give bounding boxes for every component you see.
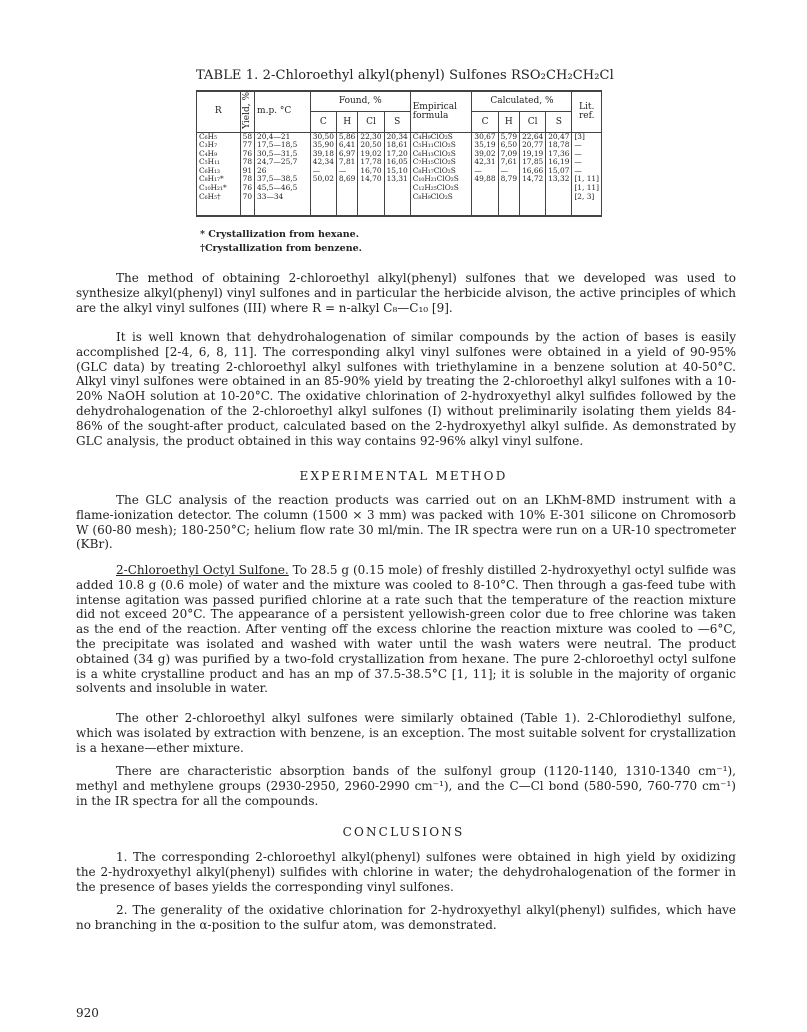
- header-calc-h: H: [498, 112, 519, 132]
- table-cell: 77: [242, 140, 253, 150]
- column-mp: [255, 132, 311, 216]
- table-cell: 91: [242, 165, 253, 175]
- table-cell: C₃H₇: [199, 140, 218, 150]
- column-lit: [572, 132, 602, 216]
- table-cell: 33—34: [257, 191, 284, 201]
- table-cell: C₇H₁₅ClO₂S: [412, 157, 456, 167]
- table-cell: 13,31: [386, 174, 408, 184]
- table-cell: 14,72: [522, 174, 544, 184]
- page-number: 920: [76, 1006, 99, 1020]
- table-cell: 22,30: [360, 131, 382, 141]
- table-cell: 8,69: [338, 174, 356, 184]
- table-cell: 49,88: [474, 174, 496, 184]
- table-cell: 14,70: [360, 174, 382, 184]
- table-cell: —: [574, 140, 582, 150]
- column-formula: [410, 132, 472, 216]
- column-found-h: [336, 132, 357, 216]
- table-cell: 15,07: [548, 165, 570, 175]
- header-mp: m.p. °C: [255, 91, 311, 132]
- table-cell: 20,4—21: [257, 131, 291, 141]
- column-calc-cl: [520, 132, 546, 216]
- table-cell: 35,19: [474, 140, 496, 150]
- table-cell: [313, 184, 334, 193]
- table-cell: 30,5—31,5: [257, 148, 298, 158]
- table-cell: [339, 193, 355, 202]
- table-cell: 20,47: [548, 131, 570, 141]
- column-found-s: [384, 132, 410, 216]
- table-cell: 18,78: [548, 140, 570, 150]
- table-cell: [387, 184, 408, 193]
- table-cell: [501, 184, 517, 193]
- table-cell: 17,78: [360, 157, 382, 167]
- paragraph-ir: There are characteristic absorption bands of the sulfonyl group (1120-1140, 1310-1340 cm⁻¹), methyl and methylene groups (2930-2950, 2960-2990 cm⁻¹), and the C—Cl bond (580-590, 760-770 cm⁻¹) in the IR spectra for all the compounds.: [76, 764, 736, 808]
- table-cell: C₆H₁₃ClO₂S: [412, 148, 456, 158]
- conclusion-2: 2. The generality of the oxidative chlorination for 2-hydroxyethyl alkyl(phenyl) sulfides, which have no branching in the α-position to the sulfur atom, was demonstrated.: [76, 903, 736, 932]
- column-calc-s: [546, 132, 572, 216]
- table-cell: [3]: [574, 131, 585, 141]
- table-cell: [313, 193, 334, 202]
- column-calc-c: [472, 132, 498, 216]
- table-cell: —: [574, 157, 582, 167]
- header-found-c: C: [310, 112, 336, 132]
- table-cell: 22,64: [522, 131, 544, 141]
- table-cell: 50,02: [312, 174, 334, 184]
- table-cell: [501, 193, 517, 202]
- table-cell: 16,70: [360, 165, 382, 175]
- column-calc-h: [498, 132, 519, 216]
- table-cell: —: [474, 165, 482, 175]
- table-cell: 6,50: [500, 140, 518, 150]
- table-cell: 17,20: [386, 148, 408, 158]
- table-cell: 78: [242, 174, 253, 184]
- table-cell: C₆H₅: [199, 131, 218, 141]
- heading-conclusions: CONCLUSIONS: [342, 825, 465, 839]
- table-cell: C₈H₁₇ClO₂S: [412, 165, 456, 175]
- table-cell: [387, 193, 408, 202]
- table-cell: C₅H₁₁ClO₂S: [412, 140, 456, 150]
- table-caption: TABLE 1. 2-Chloroethyl alkyl(phenyl) Sulfones RSO₂CH₂CH₂Cl: [196, 68, 614, 83]
- table-cell: 20,77: [522, 140, 544, 150]
- table-cell: [2, 3]: [574, 191, 595, 201]
- table-cell: 24,7—25,7: [257, 157, 298, 167]
- table-cell: C₁₀H₂₁ClO₂S: [412, 174, 459, 184]
- table-cell: 76: [242, 183, 253, 193]
- data-table: [196, 90, 602, 217]
- table-cell: —: [574, 165, 582, 175]
- table-cell: 17,36: [548, 148, 570, 158]
- paragraph-glc: The GLC analysis of the reaction products was carried out on an LKhM-8MD instrument with a flame-ionization detector. The column (1500 × 3 mm) was packed with 10% E-301 silicone on Chromosorb W (60-80 mesh); 180-250°C; helium flow rate 30 ml/min. The IR spectra were run on a UR-10 spectrometer (KBr).: [76, 493, 736, 552]
- paragraph-dehydrohalogenation: It is well known that dehydrohalogenation of similar compounds by the action of bases is easily accomplished [2-4, 6, 8, 11]. The corresponding alkyl vinyl sulfones were obtained in a yield of 90-95% (GLC data) by treating 2-chloroethyl alkyl sulfones with triethylamine in a benzene solution at 40-50°C. Alkyl vinyl sulfones were obtained in an 85-90% yield by treating the 2-chloroethyl alkyl sulfones with a 10-20% NaOH solution at 10-20°C. The oxidative chlorination of 2-hydroxyethyl alkyl sulfides followed by the dehydrohalogenation of the 2-chloroethyl alkyl sulfones (I) without preliminarily isolating them yields 84-86% of the sought-after product, calculated based on the 2-hydroxyethyl alkyl sulfide. As demonstrated by GLC analysis, the product obtained in this way contains 92-96% alkyl vinyl sulfone.: [76, 330, 736, 448]
- table-cell: [474, 184, 495, 193]
- table-cell: —: [312, 165, 321, 175]
- table-cell: 17,85: [522, 157, 544, 167]
- table-cell: 20,50: [360, 140, 382, 150]
- table-cell: 18,61: [386, 140, 408, 150]
- table-cell: —: [500, 165, 508, 175]
- table-cell: 45,5—46,5: [257, 183, 298, 193]
- heading-experimental: EXPERIMENTAL METHOD: [299, 469, 508, 483]
- table-cell: C₆H₁₃: [199, 165, 220, 175]
- column-found-c: [310, 132, 336, 216]
- table-cell: C₁₀H₂₁*: [199, 183, 227, 193]
- paragraph-other-sulfones: The other 2-chloroethyl alkyl sulfones were similarly obtained (Table 1). 2-Chlorodiethyl sulfone, which was isolated by extraction with benzene, is an exception. The most suitable solvent for crystallization is a hexane—ether mixture.: [76, 711, 736, 755]
- table-cell: 5,86: [338, 131, 356, 141]
- table-cell: —: [574, 148, 582, 158]
- header-calc-s: S: [546, 112, 572, 132]
- table-cell: 5,79: [500, 131, 518, 141]
- table-cell: [474, 193, 495, 202]
- header-found: Found, %: [310, 91, 410, 112]
- table-cell: 7,09: [500, 148, 518, 158]
- table-cell: C₄H₉: [199, 148, 218, 158]
- table-cell: [360, 193, 381, 202]
- header-empirical: Empirical formula: [410, 91, 472, 132]
- table-cell: 17,5—18,5: [257, 140, 298, 150]
- table-cell: 16,19: [548, 157, 570, 167]
- table-cell: 58: [242, 131, 253, 141]
- table-cell: 42,31: [474, 157, 496, 167]
- header-lit: Lit. ref.: [572, 91, 602, 132]
- table-cell: C₈H₁₇*: [199, 174, 224, 184]
- column-found-cl: [358, 132, 384, 216]
- table-cell: [339, 184, 355, 193]
- table-cell: C₅H₁₁: [199, 157, 220, 167]
- table-cell: [1, 11]: [574, 183, 599, 193]
- table-cell: C₆H₅†: [199, 191, 221, 201]
- paragraph-intro: The method of obtaining 2-chloroethyl alkyl(phenyl) sulfones that we developed was used to synthesize alkyl(phenyl) vinyl sulfones and in particular the herbicide alvison, the active principles of which are the alkyl vinyl sulfones (III) where R = n-alkyl C₈—C₁₀ [9].: [76, 271, 736, 315]
- table-cell: C₈H₉ClO₂S: [412, 191, 453, 201]
- table-cell: [1, 11]: [574, 174, 599, 184]
- table-cell: [548, 193, 569, 202]
- conclusion-1: 1. The corresponding 2-chloroethyl alkyl(phenyl) sulfones were obtained in high yield by oxidizing the 2-hydroxyethyl alkyl(phenyl) sulfides with chlorine in water; the dehydrohalogenation of the former in the presence of bases yields the corresponding vinyl sulfones.: [76, 850, 736, 894]
- table-cell: 39,02: [474, 148, 496, 158]
- header-calculated: Calculated, %: [472, 91, 572, 112]
- table-cell: 78: [242, 157, 253, 167]
- table-cell: —: [338, 165, 347, 175]
- table-cell: [360, 184, 381, 193]
- table-cell: 6,97: [338, 148, 356, 158]
- table-cell: 19,19: [522, 148, 544, 158]
- header-r: R: [197, 91, 241, 132]
- column-r: [197, 132, 241, 216]
- table-cell: [522, 184, 543, 193]
- table-cell: 76: [242, 148, 253, 158]
- header-calc-cl: Cl: [520, 112, 546, 132]
- table-cell: 30,67: [474, 131, 496, 141]
- table-cell: 42,34: [312, 157, 334, 167]
- paragraph-synthesis: 2-Chloroethyl Octyl Sulfone. To 28.5 g (0.15 mole) of freshly distilled 2-hydroxyethyl octyl sulfide was added 10.8 g (0.6 mole) of water and the mixture was cooled to 8-10°C. Then through a gas-feed tube with intense agitation was passed purified chlorine at a rate such that the temperature of the reaction mixture did not exceed 20°C. The appearance of a persistent yellowish-green color due to free chlorine was taken as the end of the reaction. After venting off the excess chlorine the reaction mixture was cooled to —6°C, the precipitate was isolated and washed with water until the wash waters were neutral. The product obtained (34 g) was purified by a two-fold crystallization from hexane. The pure 2-chloroethyl octyl sulfone is a white crystalline product and has an mp of 37.5-38.5°C [1, 11]; it is soluble in the majority of organic solvents and insoluble in water.: [76, 563, 736, 696]
- table-cell: 7,81: [338, 157, 356, 167]
- header-yield: Yield, %: [242, 92, 253, 129]
- table-cell: 6,41: [338, 140, 356, 150]
- footnote-benzene: †Crystallization from benzene.: [200, 243, 362, 254]
- table-cell: C₄H₉ClO₂S: [412, 131, 453, 141]
- header-found-h: H: [336, 112, 357, 132]
- table-cell: 30,50: [312, 131, 334, 141]
- table-cell: C₁₂H₂₅ClO₂S: [412, 183, 459, 193]
- table-cell: 7,61: [500, 157, 518, 167]
- header-found-cl: Cl: [358, 112, 384, 132]
- table-cell: 39,18: [312, 148, 334, 158]
- table-cell: 70: [242, 191, 253, 201]
- table-cell: [522, 193, 543, 202]
- footnote-hexane: * Crystallization from hexane.: [200, 229, 359, 240]
- table-cell: 26: [257, 165, 267, 175]
- header-calc-c: C: [472, 112, 498, 132]
- table-cell: 16,05: [386, 157, 408, 167]
- table-cell: 13,32: [548, 174, 570, 184]
- header-found-s: S: [384, 112, 410, 132]
- table-cell: 8,79: [500, 174, 518, 184]
- table-cell: [548, 184, 569, 193]
- table-cell: 16,66: [522, 165, 544, 175]
- table-cell: 35,90: [312, 140, 334, 150]
- table-cell: 37,5—38,5: [257, 174, 298, 184]
- table-cell: 20,34: [386, 131, 408, 141]
- table-cell: 19,02: [360, 148, 382, 158]
- table-cell: 15,10: [386, 165, 408, 175]
- subheading-octyl-sulfone: 2-Chloroethyl Octyl Sulfone.: [116, 563, 289, 577]
- column-yield: [240, 132, 254, 216]
